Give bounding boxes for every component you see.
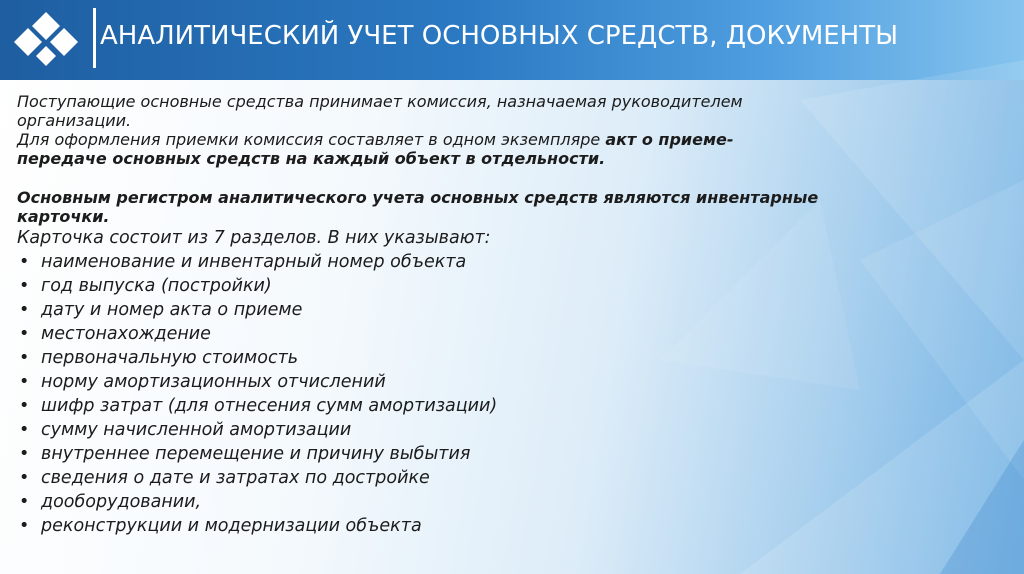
card-sections-list (17, 250, 977, 538)
list-item-text: дату и номер акта о приеме (41, 300, 303, 320)
bullet-icon: • (19, 396, 30, 416)
diamond-logo-icon (14, 8, 78, 72)
bullet-icon: • (19, 468, 30, 488)
slide-content (17, 92, 977, 538)
list-item (17, 514, 977, 538)
list-item-text: внутреннее перемещение и причину выбытия (41, 444, 471, 464)
list-item-text: сумму начисленной амортизации (41, 420, 352, 440)
para1-line1: Поступающие основные средства принимает комиссия, назначаемая руководителем (17, 92, 743, 111)
para2-line1: Основным регистром аналитического учета основных средств являются инвентарные (17, 188, 819, 207)
list-item-text: норму амортизационных отчислений (41, 372, 386, 392)
para1-bold-line: передаче основных средств на каждый объект в отдельности. (17, 149, 606, 168)
bullet-icon: • (19, 372, 30, 392)
list-item (17, 442, 977, 466)
bullet-icon: • (19, 348, 30, 368)
bullet-icon: • (19, 276, 30, 296)
list-item-text: наименование и инвентарный номер объекта (41, 252, 467, 272)
list-item (17, 250, 977, 274)
page-title: АНАЛИТИЧЕСКИЙ УЧЕТ ОСНОВНЫХ СРЕДСТВ, ДОКУМЕНТЫ (100, 21, 899, 51)
paragraph-commission (17, 92, 977, 168)
para1-bold-act: акт о приеме- (605, 130, 734, 149)
list-item (17, 466, 977, 490)
list-item-text: шифр затрат (для отнесения сумм амортизации) (41, 396, 498, 416)
list-item (17, 394, 977, 418)
list-item (17, 274, 977, 298)
list-item-text: год выпуска (постройки) (41, 276, 272, 296)
card-intro: Карточка состоит из 7 разделов. В них указывают: (17, 228, 491, 248)
bullet-icon: • (19, 444, 30, 464)
list-item (17, 346, 977, 370)
list-item-text: реконструкции и модернизации объекта (41, 516, 422, 536)
list-item (17, 370, 977, 394)
list-item (17, 298, 977, 322)
para1-line2: организации. (17, 111, 132, 130)
spacer (17, 168, 977, 188)
list-item-text: первоначальную стоимость (41, 348, 299, 368)
bullet-icon: • (19, 324, 30, 344)
bullet-icon: • (19, 252, 30, 272)
list-item-text: дооборудовании, (41, 492, 202, 512)
bullet-icon: • (19, 492, 30, 512)
list-item (17, 418, 977, 442)
list-item-text: местонахождение (41, 324, 211, 344)
list-item (17, 490, 977, 514)
header-divider (93, 8, 96, 68)
bullet-icon: • (19, 420, 30, 440)
para2-line2: карточки. (17, 207, 110, 226)
bullet-icon: • (19, 300, 30, 320)
bullet-icon: • (19, 516, 30, 536)
paragraph-register (17, 188, 977, 226)
list-item (17, 322, 977, 346)
para1-line3: Для оформления приемки комиссия составляет в одном экземпляре (17, 130, 606, 149)
list-item-text: сведения о дате и затратах по достройке (41, 468, 430, 488)
